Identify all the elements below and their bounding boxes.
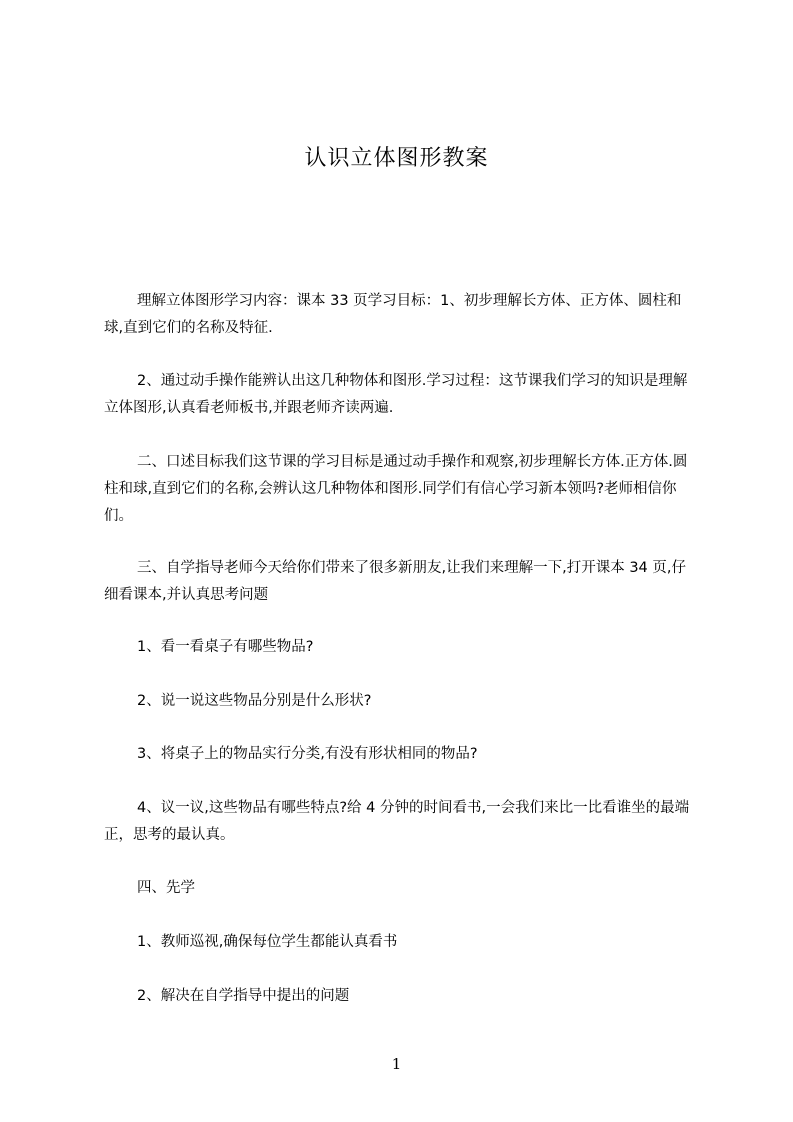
paragraph-9: 四、先学	[137, 880, 195, 896]
paragraph-2: 2、通过动手操作能辨认出这几种物体和图形.学习过程：这节课我们学习的知识是理解立体图形,认真看老师板书,并跟老师齐读两遍.	[104, 373, 688, 416]
paragraph-8: 4、议一议,这些物品有哪些特点?给 4 分钟的时间看书,一会我们来比一比看谁坐的最端正，思考的最认真。	[104, 800, 690, 843]
paragraph-10: 1、教师巡视,确保每位学生都能认真看书	[137, 934, 398, 950]
paragraph-1: 理解立体图形学习内容：课本 33 页学习目标：1、初步理解长方体、正方体、圆柱和球,直到它们的名称及特征.	[104, 293, 682, 336]
paragraph-11: 2、解决在自学指导中提出的问题	[137, 988, 350, 1004]
paragraph-5: 1、看一看桌子有哪些物品?	[137, 639, 314, 655]
paragraph-4: 三、自学指导老师今天给你们带来了很多新朋友,让我们来理解一下,打开课本 34 页,仔细看课本,并认真思考问题	[104, 560, 686, 603]
paragraph-3: 二、口述目标我们这节课的学习目标是通过动手操作和观察,初步理解长方体.正方体.圆柱和球,直到它们的名称,会辨认这几种物体和图形.同学们有信心学习新本领吗?老师相信你们。	[104, 454, 688, 524]
document-title: 认识立体图形教案	[304, 146, 489, 171]
page-number: 1	[391, 1055, 402, 1073]
paragraph-6: 2、说一说这些物品分别是什么形状?	[137, 693, 372, 709]
paragraph-7: 3、将桌子上的物品实行分类,有没有形状相同的物品?	[137, 746, 478, 762]
